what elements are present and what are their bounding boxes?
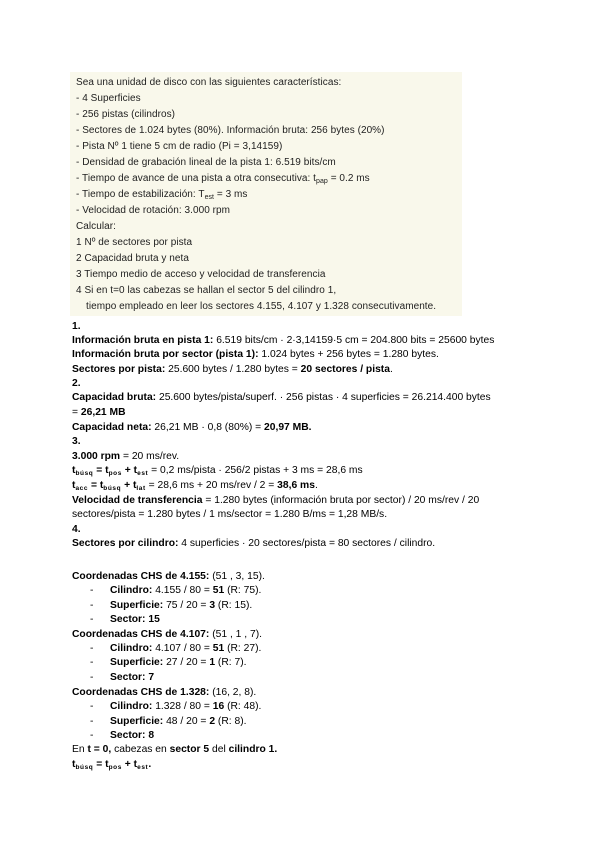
problem-intro: Sea una unidad de disco con las siguientes características: xyxy=(76,77,342,88)
problem-tracks: - 256 pistas (cilindros) xyxy=(76,109,176,120)
problem-calc: Calcular: xyxy=(76,221,116,232)
initial-position-line: En t = 0, cabezas en sector 5 del cilindro 1. xyxy=(72,744,278,755)
problem-sectors: - Sectores de 1.024 bytes (80%). Información bruta: 256 bytes (20%) xyxy=(76,125,385,136)
gross-capacity: Capacidad bruta: 25.600 bytes/pista/superf. · 256 pistas · 4 superficies = 26.214.400 bytes xyxy=(72,392,491,403)
chs-4107-cylinder: - Cilindro: 4.107 / 80 = 51 (R: 27). xyxy=(90,643,262,654)
transfer-rate-line: Velocidad de transferencia = 1.280 bytes (información bruta por sector) / 20 ms/rev / 20 xyxy=(72,495,480,506)
chs-4107-heading: Coordenadas CHS de 4.107: (51 , 1 , 7). xyxy=(72,629,262,640)
problem-seek: - Tiempo de avance de una pista a otra consecutiva: $t_{pap} = 0.2$ ms xyxy=(76,173,370,185)
problem-track1: - Pista Nº 1 tiene 5 cm de radio (Pi = 3,14159) xyxy=(76,141,283,152)
problem-q3: 3 Tiempo medio de acceso y velocidad de transferencia xyxy=(76,269,326,280)
problem-q1: 1 Nº de sectores por pista xyxy=(76,237,193,248)
access-time-line: $t_{acc} = t_{búsq} + t_{lat} = 28,6$ ms + 20 ms/rev / 2 = 38,6 ms. xyxy=(72,480,318,492)
sectors-per-track: Sectores por pista: 25.600 bytes / 1.280 bytes = 20 sectores / pista. xyxy=(72,364,393,375)
raw-info-track1: Información bruta en pista 1: 6.519 bits/cm · 2·3,14159·5 cm = 204.800 bits = 25600 bytes xyxy=(72,335,495,346)
raw-info-sector: Información bruta por sector (pista 1): 1.024 bytes + 256 bytes = 1.280 bytes. xyxy=(72,349,439,360)
chs-1328-cylinder: - Cilindro: 1.328 / 80 = 16 (R: 48). xyxy=(90,701,262,712)
chs-1328-sector: - Sector: 8 xyxy=(90,730,155,741)
chs-4155-sector: - Sector: 15 xyxy=(90,614,160,625)
problem-q2: 2 Capacidad bruta y neta xyxy=(76,253,189,264)
problem-density: - Densidad de grabación lineal de la pista 1: 6.519 bits/cm xyxy=(76,157,336,168)
section-1-number: 1. xyxy=(72,321,81,332)
problem-q4a: 4 Si en t=0 las cabezas se hallan el sector 5 del cilindro 1, xyxy=(76,285,337,296)
transfer-rate-line-2: sectores/pista = 1.280 bytes / 1 ms/sector = 1.280 B/ms = 1,28 MB/s. xyxy=(72,509,388,520)
section-4-number: 4. xyxy=(72,524,81,535)
chs-4107-sector: - Sector: 7 xyxy=(90,672,155,683)
gross-capacity-result: = 26,21 MB xyxy=(72,407,126,418)
problem-surfaces: - 4 Superficies xyxy=(76,93,141,104)
chs-4155-heading: Coordenadas CHS de 4.155: (51 , 3, 15). xyxy=(72,571,265,582)
problem-settle: - Tiempo de estabilización: $T_{est} = 3$ ms xyxy=(76,189,248,201)
chs-4155-surface: - Superficie: 75 / 20 = 3 (R: 15). xyxy=(90,600,253,611)
problem-statement-image xyxy=(70,72,462,316)
chs-4155-cylinder: - Cilindro: 4.155 / 80 = 51 (R: 75). xyxy=(90,585,262,596)
problem-q4b: tiempo empleado en leer los sectores 4.155, 4.107 y 1.328 consecutivamente. xyxy=(86,301,437,312)
rpm-line: 3.000 rpm = 20 ms/rev. xyxy=(72,451,180,462)
problem-rotation: - Velocidad de rotación: 3.000 rpm xyxy=(76,205,231,216)
seek-time-line: $t_{búsq} = t_{pos} + t_{est} = 0,2$ ms/pista · 256/2 pistas + 3 ms = 28,6 ms xyxy=(72,465,363,477)
chs-1328-surface: - Superficie: 48 / 20 = 2 (R: 8). xyxy=(90,716,247,727)
net-capacity: Capacidad neta: 26,21 MB · 0,8 (80%) = 20,97 MB. xyxy=(72,422,312,433)
chs-1328-heading: Coordenadas CHS de 1.328: (16, 2, 8). xyxy=(72,687,257,698)
section-3-number: 3. xyxy=(72,436,81,447)
seek-time-final-line: $t_{búsq} = t_{pos} + t_{est}$. xyxy=(72,759,152,771)
section-2-number: 2. xyxy=(72,378,81,389)
chs-4107-surface: - Superficie: 27 / 20 = 1 (R: 7). xyxy=(90,657,247,668)
sectors-per-cylinder: Sectores por cilindro: 4 superficies · 20 sectores/pista = 80 sectores / cilindro. xyxy=(72,538,436,549)
